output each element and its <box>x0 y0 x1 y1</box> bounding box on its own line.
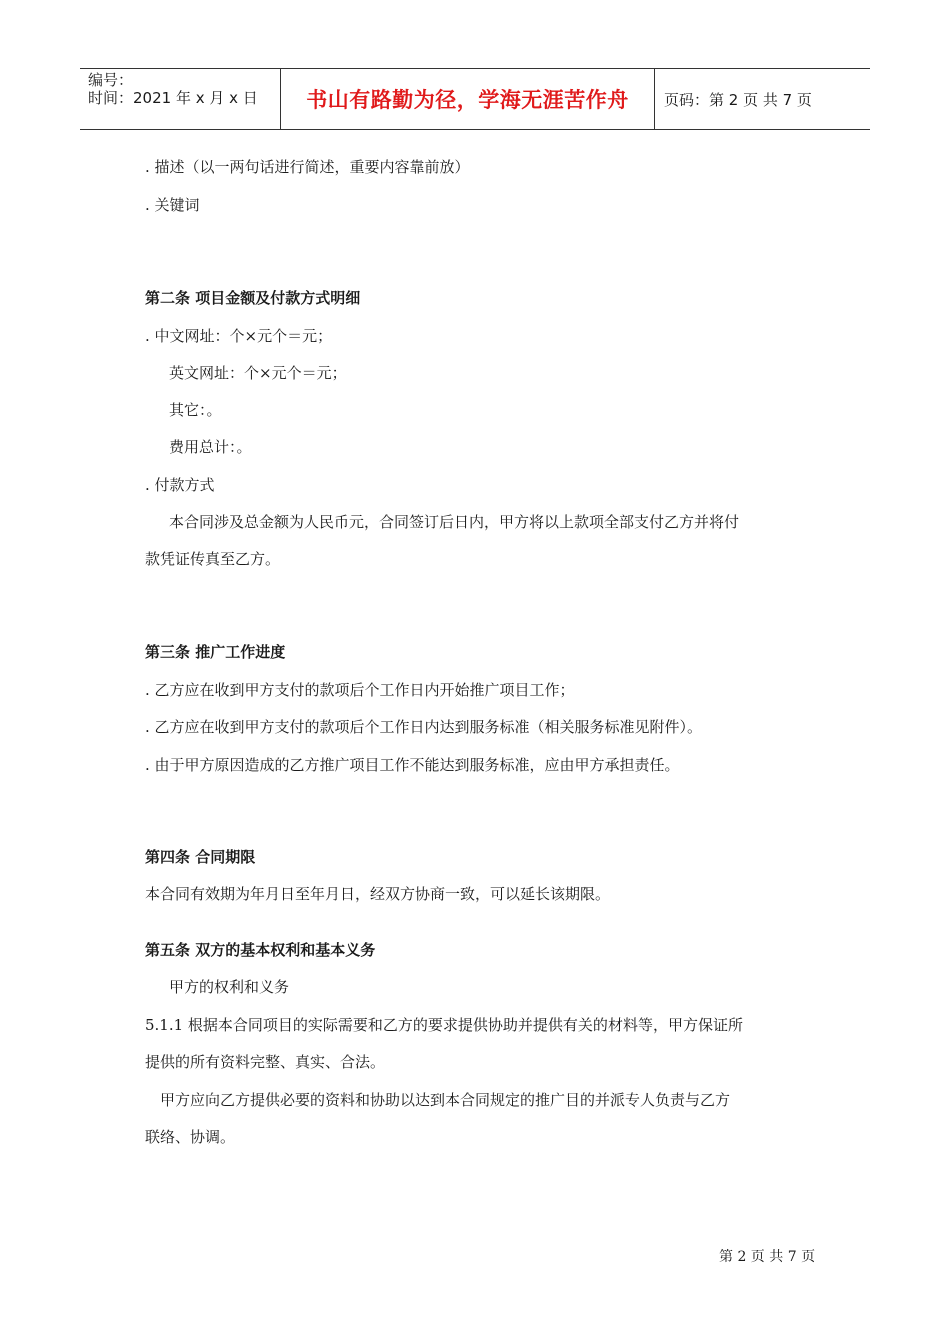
paragraph-party-a-1: 甲方应向乙方提供必要的资料和协助以达到本合同规定的推广目的并派专人负责与乙方 <box>160 1091 731 1109</box>
section-heading-3: 第三条 推广工作进度 <box>145 643 286 661</box>
page-footer: 第 2 页 共 7 页 <box>719 1249 816 1265</box>
section-heading-2: 第二条 项目金额及付款方式明细 <box>145 289 361 307</box>
paragraph-payment-1: 本合同涉及总金额为人民币元，合同签订后日内，甲方将以上款项全部支付乙方并将付 <box>169 513 740 531</box>
header-motto: 书山有路勤为径，学海无涯苦作舟 <box>281 69 655 129</box>
page-header <box>80 68 870 130</box>
item-payment-method: . 付款方式 <box>145 476 215 494</box>
paragraph-party-a-2: 联络、协调。 <box>145 1128 236 1146</box>
item-chinese-url: . 中文网址：个×元个＝元； <box>145 327 333 345</box>
paragraph-term: 本合同有效期为年月日至年月日，经双方协商一致，可以延长该期限。 <box>145 885 611 903</box>
item-progress-2: . 乙方应在收到甲方支付的款项后个工作日内达到服务标准（相关服务标准见附件）。 <box>145 718 703 736</box>
item-progress-1: . 乙方应在收到甲方支付的款项后个工作日内开始推广项目工作； <box>145 681 575 699</box>
header-page-label: 页码：第 2 页 共 7 页 <box>664 90 812 109</box>
section-heading-4: 第四条 合同期限 <box>145 848 256 866</box>
paragraph-511-2: 提供的所有资料完整、真实、合法。 <box>145 1053 386 1071</box>
time-label: 时间：2021 年 x 月 x 日 <box>88 89 258 107</box>
paragraph-payment-2: 款凭证传真至乙方。 <box>145 550 281 568</box>
header-meta <box>80 69 281 129</box>
item-total-fee: 费用总计：。 <box>169 438 252 456</box>
section-heading-5: 第五条 双方的基本权利和基本义务 <box>145 941 376 959</box>
item-description: . 描述（以一两句话进行简述，重要内容靠前放） <box>145 158 470 176</box>
item-other: 其它：。 <box>169 401 222 419</box>
number-label: 编号： <box>88 71 134 89</box>
item-english-url: 英文网址：个×元个＝元； <box>169 364 347 382</box>
item-keywords: . 关键词 <box>145 196 200 214</box>
item-progress-3: . 由于甲方原因造成的乙方推广项目工作不能达到服务标准，应由甲方承担责任。 <box>145 756 680 774</box>
subheading-party-a: 甲方的权利和义务 <box>169 978 290 996</box>
paragraph-511-1: 5.1.1 根据本合同项目的实际需要和乙方的要求提供协助并提供有关的材料等，甲方保证所 <box>145 1016 743 1034</box>
